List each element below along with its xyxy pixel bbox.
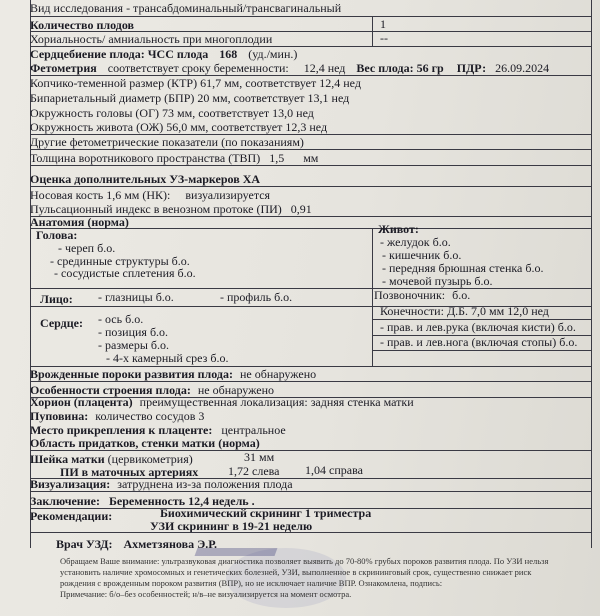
ac-row: Окружность живота (ОЖ) 56,0 мм, соответствует 12,3 нед xyxy=(30,120,328,134)
abdomen-item: - передняя брюшная стенка б.о. xyxy=(382,261,544,275)
placenta-value: преимущественная локализация: задняя стенка матки xyxy=(139,395,414,409)
chorionicity-label: Хориальность/ амниальность при многоплодии xyxy=(30,32,273,46)
recommendations-row xyxy=(30,508,112,524)
face-profile: - профиль б.о. xyxy=(220,290,293,304)
cervix-sub: (цервикометрия) xyxy=(107,452,193,466)
uterine-pi-right: 1,04 справа xyxy=(305,463,363,477)
placenta-label: Хорион (плацента) xyxy=(30,395,133,409)
notice-line: установить наличие хромосомных и генетических болезней, УЗИ, выполненное в скрининговый срок, существенно снижает риск xyxy=(60,567,532,577)
limbs-item: - прав. и лев.рука (включая кисти) б.о. xyxy=(380,320,576,334)
anatomy-column-divider xyxy=(372,228,373,366)
structure-label: Особенности строения плода: xyxy=(30,383,191,397)
bpd-row: Бипариетальный диаметр (БПР) 20 мм, соответствует 13,1 нед xyxy=(30,91,350,105)
divider xyxy=(372,350,591,351)
fetus-count-value: 1 xyxy=(380,17,386,31)
abdomen-item: - мочевой пузырь б.о. xyxy=(382,274,493,288)
divider xyxy=(30,165,591,166)
notice-line: Примечание: б/о–без особенностей; н/в–не визуализируется на момент осмотра. xyxy=(60,589,352,599)
divider xyxy=(30,288,591,289)
doctor-row xyxy=(56,536,217,552)
limbs-item: Конечности: Д.Б. 7,0 мм 12,0 нед xyxy=(380,304,549,318)
spine-label: Позвоночник: xyxy=(374,288,446,302)
crl-row: Копчико-теменной размер (КТР) 61,7 мм, соответствует 12,4 нед xyxy=(30,76,361,90)
heart-item: - позиция б.о. xyxy=(98,325,169,339)
abdomen-item: - кишечник б.о. xyxy=(382,248,462,262)
fetometry-row xyxy=(30,60,549,76)
anatomy-title: Анатомия (норма) xyxy=(30,215,129,229)
doctor-label: Врач УЗД: xyxy=(56,537,113,551)
right-border xyxy=(591,0,592,548)
heartbeat-label: Сердцебиение плода: ЧСС плода xyxy=(30,47,209,61)
nt-label: Толщина воротникового пространства (ТВП) xyxy=(30,151,261,165)
malformations-row xyxy=(30,366,316,382)
nasal-bone-label: Носовая кость 1,6 мм (НК): xyxy=(30,188,171,202)
hc-row: Окружность головы (ОГ) 73 мм, соответствует 13,0 нед xyxy=(30,106,314,120)
recommendation-item: УЗИ скрининг в 19-21 неделю xyxy=(150,519,313,533)
spine-row xyxy=(374,288,470,303)
heart-item: - ось б.о. xyxy=(98,312,144,326)
fetometry-text: соответствует сроку беременности: xyxy=(107,61,289,75)
notice-line: Обращаем Ваше внимание: ультразвуковая диагностика позволяет выявить до 70-80% грубых пороков развития плода. По УЗИ нельзя xyxy=(60,556,549,566)
notice-line: рождения с врожденным пороком развития (ВПР), но не исключает наличие ВПР. Ознакомлена, подпись: xyxy=(60,578,443,588)
doctor-name: Ахметзянова Э.Р. xyxy=(123,537,218,551)
fetal-weight: Вес плода: 56 гр xyxy=(356,61,444,75)
cord-insertion-label: Место прикрепления к плаценте: xyxy=(30,423,213,437)
conclusion-label: Заключение: xyxy=(30,494,100,508)
limbs-item: - прав. и лев.нога (включая стопы) б.о. xyxy=(380,335,578,349)
malformations-label: Врожденные пороки развития плода: xyxy=(30,367,233,381)
face-label: Лицо: xyxy=(40,292,73,306)
heart-title: Сердце: xyxy=(40,316,83,330)
face-eyes: - глазницы б.о. xyxy=(98,290,174,304)
fetometry-term: 12,4 нед xyxy=(303,61,346,75)
ink-smudge xyxy=(195,548,278,556)
pdr-date: 26.09.2024 xyxy=(495,61,550,75)
nasal-bone-value: визуализируется xyxy=(185,188,271,202)
nt-row xyxy=(30,150,318,166)
divider xyxy=(30,491,591,492)
ductus-pi-label: Пульсационный индекс в венозном протоке (ПИ) xyxy=(30,202,282,216)
fetometry-label: Фетометрия xyxy=(30,61,97,75)
adnexa-row: Область придатков, стенки матки (норма) xyxy=(30,436,260,450)
nt-unit: мм xyxy=(303,151,319,165)
spine-value: б.о. xyxy=(452,288,471,302)
nt-value: 1,5 xyxy=(269,151,285,165)
cervix-value: 31 мм xyxy=(244,450,275,464)
divider xyxy=(30,532,591,533)
recommendation-item: Биохимический скрининг 1 триместра xyxy=(160,506,372,520)
malformations-value: не обнаружено xyxy=(239,367,317,381)
other-fetometry: Другие фетометрические показатели (по показаниям) xyxy=(30,135,304,149)
head-item: - череп б.о. xyxy=(58,241,116,255)
cervix-label: Шейка матки xyxy=(30,452,105,466)
cord-label: Пуповина: xyxy=(30,409,89,423)
pdr-label: ПДР: xyxy=(456,61,487,75)
head-item: - сосудистые сплетения б.о. xyxy=(54,266,196,280)
visualization-value: затруднена из-за положения плода xyxy=(117,477,293,491)
uterine-pi-label: ПИ в маточных артериях xyxy=(60,465,199,479)
cord-insertion-value: центральное xyxy=(221,423,286,437)
head-item: - срединные структуры б.о. xyxy=(50,254,190,268)
ductus-pi-value: 0,91 xyxy=(290,202,312,216)
fetus-count-label: Количество плодов xyxy=(30,18,135,32)
heartbeat-unit: (уд./мин.) xyxy=(248,47,298,61)
uterine-pi-left: 1,72 слева xyxy=(228,464,280,478)
visualization-row xyxy=(30,476,293,492)
heartbeat-value: 168 xyxy=(219,47,238,61)
abdomen-item: - желудок б.о. xyxy=(380,235,451,249)
cord-value: количество сосудов 3 xyxy=(95,409,205,423)
structure-value: не обнаружено xyxy=(197,383,275,397)
recommendations-label: Рекомендации: xyxy=(30,509,113,523)
heart-item: - 4-х камерный срез б.о. xyxy=(106,351,229,365)
visualization-label: Визуализация: xyxy=(30,477,111,491)
exam-type: Вид исследования - трансабдоминальный/трансвагинальный xyxy=(30,1,342,15)
chorionicity-value: -- xyxy=(380,31,388,45)
head-title: Голова: xyxy=(36,228,78,242)
conclusion-value: Беременность 12,4 недель . xyxy=(108,494,255,508)
markers-title: Оценка дополнительных УЗ-маркеров ХА xyxy=(30,172,261,186)
abdomen-title: Живот: xyxy=(378,222,419,236)
divider xyxy=(30,228,591,229)
heart-item: - размеры б.о. xyxy=(98,338,169,352)
